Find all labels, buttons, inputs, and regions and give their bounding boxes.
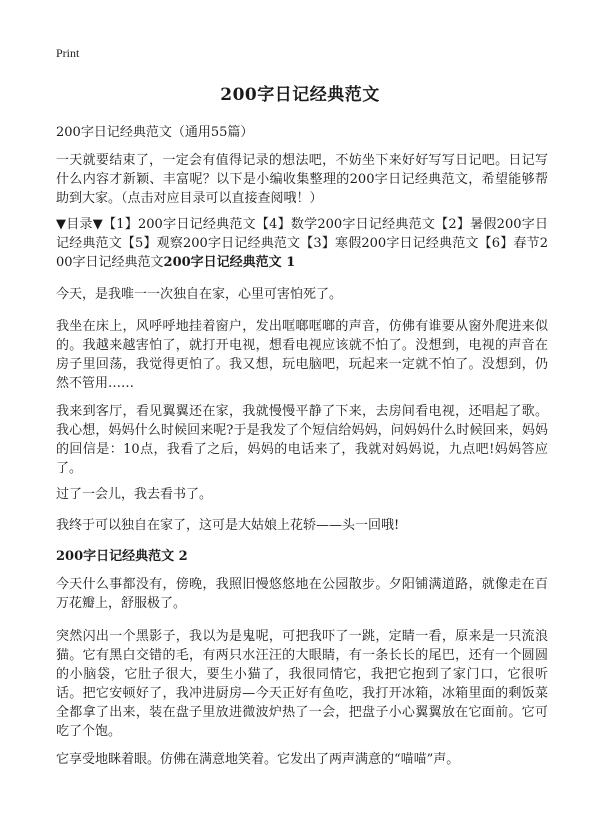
section2-paragraph-2: 突然闪出一个黑影子，我以为是鬼呢，可把我吓了一跳，定睛一看，原来是一只流浪猫。它有黑白交错的毛，有两只水汪汪的大眼睛，有一条长长的尾巴，还有一个圆圆的小脑袋，它肚子很大，要生小猫了，我很同情它，我把它抱到了家门口，它很听话。把它安顿好了，我冲进厨房—今天正好有鱼吃，我打开冰箱，冰箱里面的剩饭菜全都拿了出来，装在盘子里放进微波炉热了一会，把盘子小心翼翼放在它面前。它可吃了个饱。 [56,629,548,739]
section-heading-2: 200字日记经典范文 2 [56,549,188,564]
intro-paragraph: 一天就要结束了，一定会有值得记录的想法吧，不妨坐下来好好写写日记吧。日记写什么内容才新颖、丰富呢？以下是小编收集整理的200字日记经典范文，希望能够帮助到大家。（点击对应目录可以直接查阅哦！） [56,153,548,206]
toc-links[interactable]: ▼目录▼【1】200字日记经典范文【4】数学200字日记经典范文【2】暑假200字日记经典范文【5】观察200字日记经典范文【3】寒假200字日记经典范文【6】春节200字日记经典范文 [56,217,548,270]
print-label[interactable]: Print [56,46,80,60]
section2-paragraph-3: 它享受地眯着眼。仿佛在满意地笑着。它发出了两声满意的“喵喵”声。 [56,752,460,767]
section-heading-1: 200字日记经典范文 1 [163,255,296,270]
section1-paragraph-4: 过了一会儿，我去看书了。 [56,487,213,502]
section1-paragraph-5: 我终于可以独自在家了，这可是大姑娘上花轿——头一回哦! [56,518,400,533]
section2-paragraph-1: 今天什么事都没有，傍晚，我照旧慢悠悠地在公园散步。夕阳铺满道路，就像走在百万花瓣上，舒服极了。 [56,577,548,611]
section1-paragraph-3: 我来到客厅，看见翼翼还在家，我就慢慢平静了下来，去房间看电视，还唱起了歌。我心想，妈妈什么时候回来呢?于是我发了个短信给妈妈，问妈妈什么时候回来，妈妈的回信是：10点，我看了之后，妈妈的电话来了，我就对妈妈说，九点吧!妈妈答应了。 [56,404,548,476]
document-title: 200字日记经典范文 [220,85,380,105]
section1-paragraph-1: 今天，是我唯一一次独自在家，心里可害怕死了。 [56,287,343,302]
table-of-contents[interactable] [56,215,548,272]
document-subtitle: 200字日记经典范文（通用55篇） [56,125,254,140]
section1-paragraph-2: 我坐在床上，风呼呼地挂着窗户，发出哐啷哐啷的声音，仿佛有谁要从窗外爬进来似的。我越来越害怕了，就打开电视，想看电视应该就不怕了。没想到，电视的声音在房子里回荡，我觉得更怕了。我又想，玩电脑吧，玩起来一定就不怕了。没想到，仍然不管用…… [56,319,548,391]
